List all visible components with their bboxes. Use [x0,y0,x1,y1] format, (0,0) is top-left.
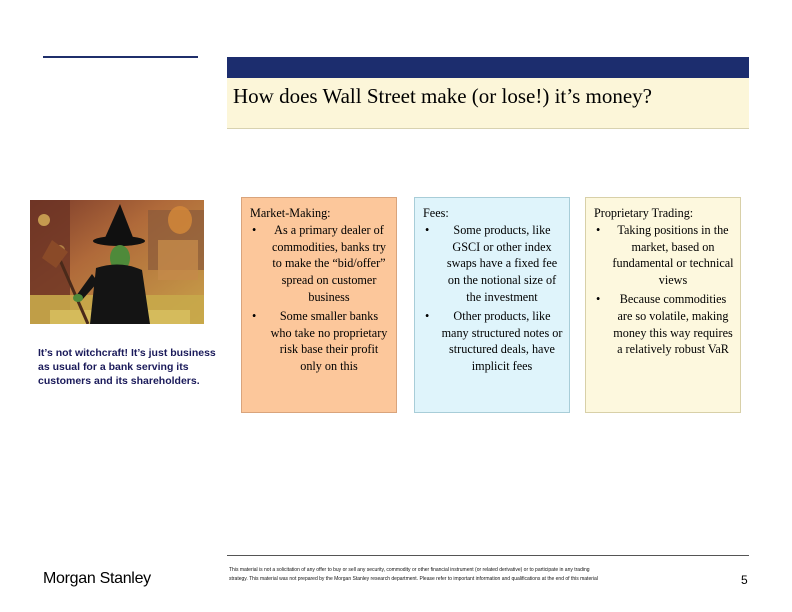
witch-photo [30,200,204,324]
title-accent-bar [227,57,749,78]
witch-illustration [30,200,204,324]
header-rule [43,56,198,58]
fees-box [414,197,570,413]
title-box [227,78,749,129]
disclaimer-line: This material is not a solicitation of any offer to buy or sell any security, commodity or other financial instrument (or related derivative) or to participate in any trading [229,567,590,573]
bullet-list [594,222,734,358]
list-item: • Other products, like many structured notes or structured deals, have implicit fees [423,308,563,375]
list-item: • Some products, like GSCI or other index swaps have a fixed fee on the notional size of the investment [423,222,563,306]
photo-caption: It’s not witchcraft! It’s just business as usual for a bank serving its customers and its shareholders. [38,347,216,387]
column-heading: Market-Making: [250,206,331,220]
column-heading: Proprietary Trading: [594,206,694,220]
bullet-list [250,222,390,375]
column-heading: Fees: [423,206,449,220]
disclaimer-line: strategy. This material was not prepared by the Morgan Stanley research department. Please refer to important information and qualifications at the end of this material [229,576,598,582]
brand-logo: Morgan Stanley [43,570,151,587]
list-item: • Some smaller banks who take no proprietary risk base their profit only on this [250,308,390,375]
list-item: • Taking positions in the market, based on fundamental or technical views [594,222,734,289]
page-title: How does Wall Street make (or lose!) it’s money? [233,84,652,108]
footer-rule [227,555,749,556]
list-item: • As a primary dealer of commodities, banks try to make the “bid/offer” spread on customer business [250,222,390,306]
market-making-box [241,197,397,413]
bullet-list [423,222,563,375]
proprietary-trading-box [585,197,741,413]
disclaimer [229,566,719,584]
list-item: • Because commodities are so volatile, making money this way requires a relatively robust VaR [594,291,734,358]
page-number: 5 [741,573,748,587]
